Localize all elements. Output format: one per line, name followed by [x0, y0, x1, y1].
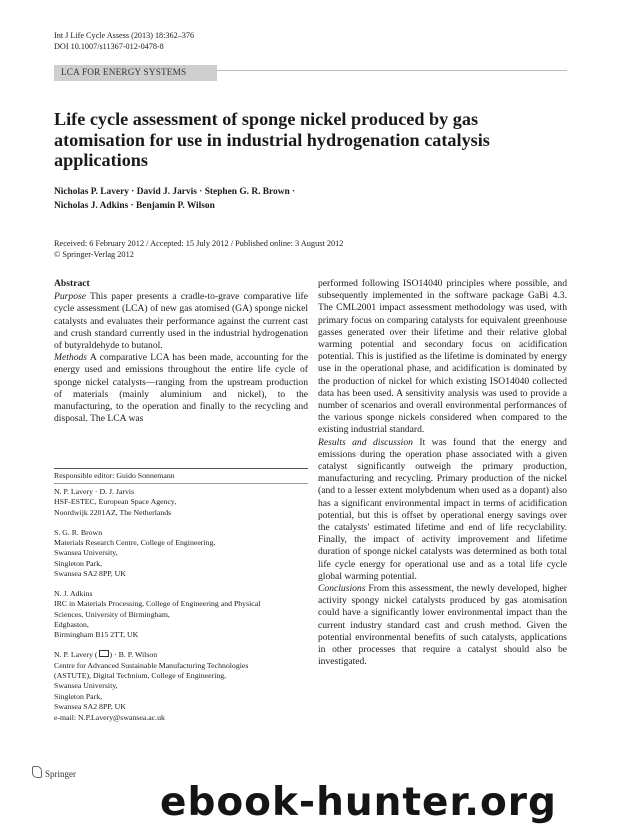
affiliation-line: Materials Research Centre, College of Engineering,	[54, 537, 216, 547]
journal-header	[54, 30, 194, 52]
publication-dates	[54, 238, 394, 260]
affiliation-line: Sciences, University of Birmingham,	[54, 609, 170, 619]
authors-line-1: Nicholas P. Lavery · David J. Jarvis · Stephen G. R. Brown ·	[54, 187, 296, 197]
affiliation-block	[54, 589, 308, 641]
purpose-label: Purpose	[54, 291, 86, 303]
affiliation-line: Birmingham B15 2TT, UK	[54, 630, 139, 640]
doi: DOI 10.1007/s11367-012-0478-8	[54, 42, 164, 51]
affiliation-block	[54, 528, 308, 580]
affiliation-line: Swansea University,	[54, 548, 118, 558]
affiliation-line: Swansea University,	[54, 681, 118, 691]
responsible-editor: Responsible editor: Guido Sonnemann	[54, 471, 175, 480]
affiliation-line: IRC in Materials Processing, College of Engineering and Physical	[54, 599, 261, 609]
affiliation-names: N. P. Lavery · D. J. Jarvis	[54, 487, 135, 496]
abstract-purpose	[54, 291, 308, 352]
affiliation-line: Singleton Park,	[54, 691, 103, 701]
affiliation-names: S. G. R. Brown	[54, 527, 103, 537]
abstract-methods	[54, 352, 308, 425]
abstract-left-column	[54, 278, 308, 425]
corresponding-name-b: ) · B. P. Wilson	[109, 650, 158, 660]
abstract-results	[318, 437, 567, 583]
copyright-line: © Springer-Verlag 2012	[54, 250, 134, 259]
email-address[interactable]: e-mail: N.P.Lavery@swansea.ac.uk	[54, 712, 165, 722]
footnote-rule	[54, 468, 308, 469]
section-label: LCA FOR ENERGY SYSTEMS	[61, 67, 187, 77]
corresponding-names	[54, 650, 308, 660]
abstract-conclusions	[318, 583, 567, 668]
affiliation-line: Swansea SA2 8PP, UK	[54, 569, 126, 579]
results-label: Results and discussion	[318, 436, 413, 448]
section-divider	[217, 70, 567, 71]
dates-line: Received: 6 February 2012 / Accepted: 15 July 2012 / Published online: 3 August 2012	[54, 239, 344, 248]
affiliation-line: (ASTUTE), Digital Technium, College of Engineering,	[54, 670, 227, 680]
affiliation-names: N. J. Adkins	[54, 588, 93, 598]
conclusions-label: Conclusions	[318, 583, 366, 595]
paper-title: Life cycle assessment of sponge nickel produced by gas atomisation for use in industrial hydrogenation catalysis applications	[54, 109, 490, 170]
conclusions-text: From this assessment, the newly developed, higher activity spongy nickel catalysts produced by gas atomisation could have a significantly lower environmental impact than the current industry standard cast and crush method. Given the potential environmental benefits of such catalysts, applications in other processes that require a catalyst should also be investigated.	[318, 583, 567, 668]
affiliation-line: HSF-ESTEC, European Space Agency,	[54, 497, 177, 507]
envelope-icon	[99, 650, 109, 657]
affiliation-block	[54, 487, 308, 518]
abstract-heading: Abstract	[54, 278, 90, 289]
watermark: ebook-hunter.org	[160, 780, 557, 825]
affiliation-line: Swansea SA2 8PP, UK	[54, 702, 126, 712]
affiliation-line: Singleton Park,	[54, 558, 103, 568]
springer-logo	[32, 766, 76, 779]
springer-horse-icon	[32, 766, 42, 778]
purpose-text: This paper presents a cradle-to-grave comparative life cycle assessment (LCA) of new gas atomised (GA) sponge nickel catalysts and evaluates their performance against the current cast and crush standard currently used in the industrial hydrogenation of butyraldehyde to butanol.	[54, 291, 309, 352]
affiliation-line: Centre for Advanced Sustainable Manufacturing Technologies	[54, 660, 249, 670]
results-text: It was found that the energy and emissions during the operation phase associated with a given catalyst significantly outweigh the primary production, manufacturing and recycling. Primary production of the nickel (and to a lesser extent molybdenum when used as a dopant) also has a significant environmental impact in terms of acidification potential, but this is offset by operational energy savings over the catalysts' estimated lifetime and end of life recyclability. Finally, the impact of activity improvement and lifetime duration of sponge nickel catalysts was determined as both total life cycle energy for operational use and as a total life cycle global warming potential.	[318, 436, 567, 582]
methods-label: Methods	[54, 352, 88, 364]
corresponding-affiliation	[54, 650, 308, 723]
author-list	[54, 185, 354, 213]
publisher-name: Springer	[45, 769, 76, 779]
journal-citation: Int J Life Cycle Assess (2013) 18:362–376	[54, 31, 195, 40]
methods-text: A comparative LCA has been made, accounting for the energy used and emissions throughout the entire life cycle of sponge nickel catalysts—ranging from the upstream production of materials (mainly aluminium and nickel), to the manufacturing, to the operation and finally to the recycling and disposal. The LCA was	[54, 352, 308, 425]
affiliations	[54, 487, 308, 732]
corresponding-name-a: N. P. Lavery (	[54, 650, 98, 660]
section-label-bar	[54, 65, 217, 81]
methods-continued: performed following ISO14040 principles where possible, and subsequently implemented in the software package GaBi 4.3. The CML2001 impact assessment methodology was used, with primary focus on comparing catalysts for equivalent greenhouse gasses generated over their lifetime and their relative global warming potential and secondary focus on acidification potential. This is justified as the lifetime is dominated by energy use in the operational phase, and acidification is dominated by the production of nickel for which existing ISO14040 collected data has been used. A sensitivity analysis was used to provide a number of scenarios and overall environmental performances of the various sponge nickels considered when compared to the existing industrial standard.	[318, 278, 567, 436]
footnote-rule-lower	[54, 483, 308, 484]
authors-line-2: Nicholas J. Adkins · Benjamin P. Wilson	[54, 201, 215, 211]
affiliation-line: Edgbaston,	[54, 620, 89, 630]
affiliation-line: Noordwijk 2201AZ, The Netherlands	[54, 507, 172, 517]
abstract-right-column	[318, 278, 567, 669]
